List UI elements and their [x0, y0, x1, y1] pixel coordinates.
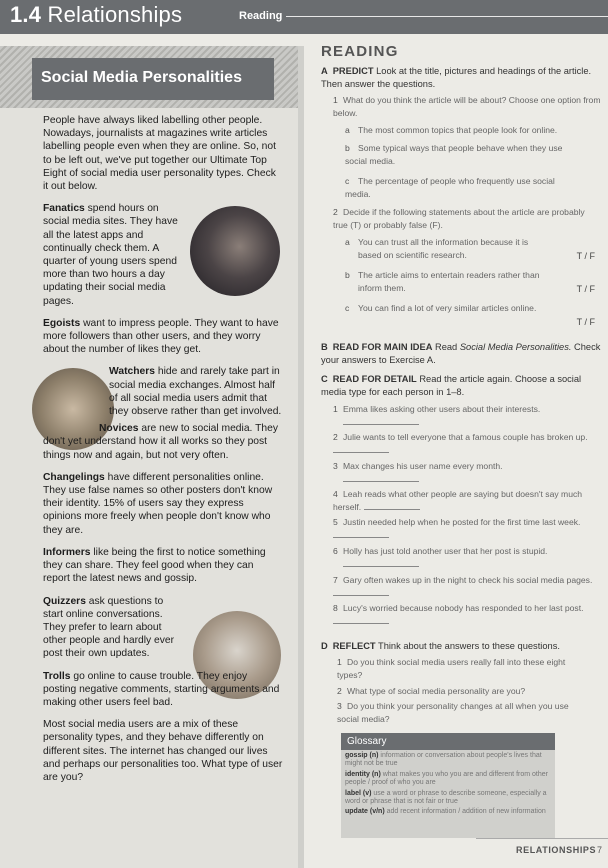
detail-item-3: 3 Max changes his user name every month. — [333, 460, 595, 486]
type-fanatics: Fanatics spend hours on social media sites. They have all the latest apps and continually check them. A quarter of young users spend more than two hours a day updating their social media pages. — [43, 203, 178, 307]
article-body — [43, 114, 283, 793]
section-d-heading: D REFLECT Think about the answers to these questions. — [321, 641, 560, 651]
answer-blank[interactable] — [333, 588, 389, 596]
article-outro: Most social media users are a mix of these personality types, and they behave differently on different sites. The internet has changed our lives and perhaps our personalities too. What type of user are you? — [43, 719, 283, 783]
answer-blank[interactable] — [333, 530, 389, 538]
answer-blank[interactable] — [343, 417, 419, 425]
unit-title — [10, 2, 182, 28]
article-panel — [0, 46, 304, 868]
section-a-q1-option-b: b Some typical ways that people behave when they use social media. — [345, 143, 563, 167]
article-intro: People have always liked labelling other people. Nowadays, journalists at magazines write articles labelling people even when they are online. So, not to be left out, we've put together our Ultimate Top Eight of social media user personality types. Check it out below. — [43, 115, 276, 193]
section-b-heading: B READ FOR MAIN IDEA Read Social Media Personalities. Check your answers to Exercise A. — [321, 342, 601, 365]
true-false-choice[interactable]: T / F — [576, 317, 595, 327]
section-a-q1-option-a: a The most common topics that people look for online. — [345, 125, 558, 135]
detail-item-2: 2 Julie wants to tell everyone that a famous couple has broken up. — [333, 431, 595, 457]
section-a-q1: 1 What do you think the article will be about? Choose one option from below. — [333, 95, 601, 119]
reading-heading: READING — [321, 43, 399, 60]
footer-unit-name: RELATIONSHIPS — [516, 845, 597, 855]
section-a-q2: 2 Decide if the following statements about the article are probably true (T) or probably false (F). — [333, 207, 585, 231]
answer-blank[interactable] — [333, 445, 389, 453]
footer-divider — [476, 838, 608, 839]
detail-item-5: 5 Justin needed help when he posted for the first time last week. — [333, 516, 595, 542]
glossary-title: Glossary — [341, 733, 555, 750]
type-novices: Novices are new to social media. They don't yet understand how it all works so they post things now and again, but not very often. — [43, 423, 278, 461]
glossary-item: identity (n) what makes you who you are and different from other people / proof of who you are — [345, 770, 548, 787]
page-header — [0, 0, 608, 34]
detail-item-8: 8 Lucy's worried because nobody has responded to her last post. — [333, 602, 595, 628]
true-false-choice[interactable]: T / F — [576, 284, 595, 294]
section-a-q1-option-c: c The percentage of people who frequently use social media. — [345, 176, 555, 200]
detail-item-1: 1 Emma likes asking other users about their interests. — [333, 403, 595, 429]
header-divider — [286, 16, 608, 17]
glossary-box — [341, 733, 555, 838]
type-informers: Informers like being the first to notice something they can share. They feel good when they can report the latest news and gossip. — [43, 546, 266, 585]
detail-item-6: 6 Holly has just told another user that her post is stupid. — [333, 545, 595, 571]
section-c-heading: C READ FOR DETAIL Read the article again. Choose a social media type for each person in 1–8. — [321, 374, 582, 397]
section-label: Reading — [239, 10, 283, 22]
section-a-heading: A PREDICT Look at the title, pictures and headings of the article. Then answer the questions. — [321, 66, 592, 89]
detail-item-7: 7 Gary often wakes up in the night to check his social media pages. — [333, 574, 595, 600]
type-changelings: Changelings have different personalities online. They use false names so other posters don't know their identity. 15% of users say they express opinions more freely when people don't know who they are. — [43, 471, 273, 536]
answer-blank[interactable] — [343, 559, 419, 567]
reflect-item-1: 1 Do you think social media users really fall into these eight types? — [337, 657, 566, 681]
article-title: Social Media Personalities — [32, 58, 274, 100]
glossary-item: update (v/n) add recent information / addition of new information — [345, 808, 546, 816]
type-trolls: Trolls go online to cause trouble. They enjoy posting negative comments, starting arguments and making other users feel bad. — [43, 670, 280, 708]
section-a-q2-option-b: b The article aims to entertain readers rather than inform them. T / F — [345, 269, 601, 295]
section-a-q2-option-c: c You can find a lot of very similar articles online. T / F — [345, 302, 601, 315]
section-a-q2-option-a: a You can trust all the information because it is based on scientific research. T / F — [345, 236, 601, 262]
answer-blank[interactable] — [364, 502, 420, 510]
type-egoists: Egoists want to impress people. They want to have more followers than other users, and they worry about the number of likes they get. — [43, 317, 279, 356]
page-number: 7 — [597, 845, 603, 855]
unit-number: 1.4 — [10, 2, 42, 27]
type-watchers: Watchers hide and rarely take part in social media exchanges. Almost half of all social media users admit that they observe rather than get involved. — [109, 366, 282, 418]
detail-item-4: 4 Leah reads what other people are saying but doesn't say much herself. — [333, 489, 583, 513]
glossary-item: label (v) use a word or phrase to describe someone, especially a word or phrase that is not fair or true — [345, 789, 547, 806]
reflect-item-3: 3 Do you think your personality changes at all when you use social media? — [337, 701, 569, 725]
reflect-item-2: 2 What type of social media personality are you? — [337, 686, 526, 696]
unit-name: Relationships — [47, 2, 183, 27]
answer-blank[interactable] — [333, 616, 389, 624]
type-quizzers: Quizzers ask questions to start online conversations. They prefer to learn about other people and hardly ever post their own updates. — [43, 595, 175, 660]
glossary-item: gossip (n) information or conversation about people's lives that might not be true — [345, 752, 542, 768]
answer-blank[interactable] — [343, 474, 419, 482]
true-false-choice[interactable]: T / F — [576, 251, 595, 261]
